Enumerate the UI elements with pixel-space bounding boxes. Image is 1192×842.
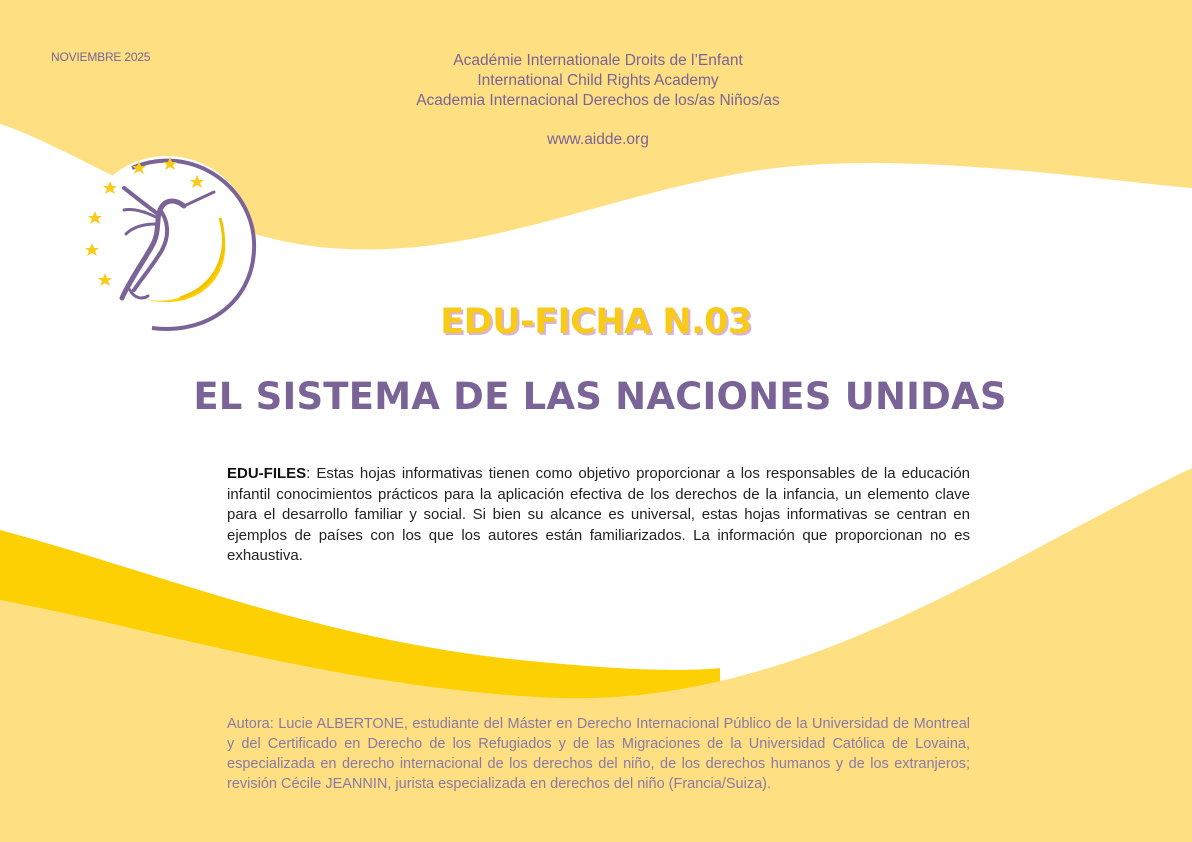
academy-name-en: International Child Rights Academy: [477, 72, 719, 89]
publication-date: NOVIEMBRE 2025: [51, 50, 151, 64]
intro-paragraph: [227, 464, 970, 567]
academy-name-es: Academia Internacional Derechos de los/as Niños/as: [416, 92, 780, 109]
academy-header: [298, 51, 898, 150]
author-credits: Autora: Lucie ALBERTONE, estudiante del Máster en Derecho Internacional Público de la Universidad de Montreal y del Certificado en Derecho de los Refugiados y de las Migraciones de la Universidad Católica de Lovaina, especializada en derecho internacional de los derechos del niño, de los derechos humanos y de los extranjeros; revisión Cécile JEANNIN, jurista especializada en derechos del niño (Francia/Suiza).: [227, 716, 970, 792]
academy-website-link[interactable]: www.aidde.org: [547, 131, 649, 148]
document-subtitle: EDU-FICHA N.03: [440, 302, 752, 342]
document-title: EL SISTEMA DE LAS NACIONES UNIDAS: [193, 375, 1007, 418]
academy-name-fr: Académie Internationale Droits de l’Enfant: [453, 52, 743, 69]
intro-lead: EDU-FILES: [227, 465, 307, 482]
intro-text: : Estas hojas informativas tienen como objetivo proporcionar a los responsables de la educación infantil conocimientos prácticos para la aplicación efectiva de los derechos de la infancia, un elemento clave para el desarrollo familiar y social. Si bien su alcance es universal, estas hojas informativas se centran en ejemplos de países con los que los autores están familiarizados. La información que proporcionan no es exhaustiva.: [227, 465, 970, 564]
